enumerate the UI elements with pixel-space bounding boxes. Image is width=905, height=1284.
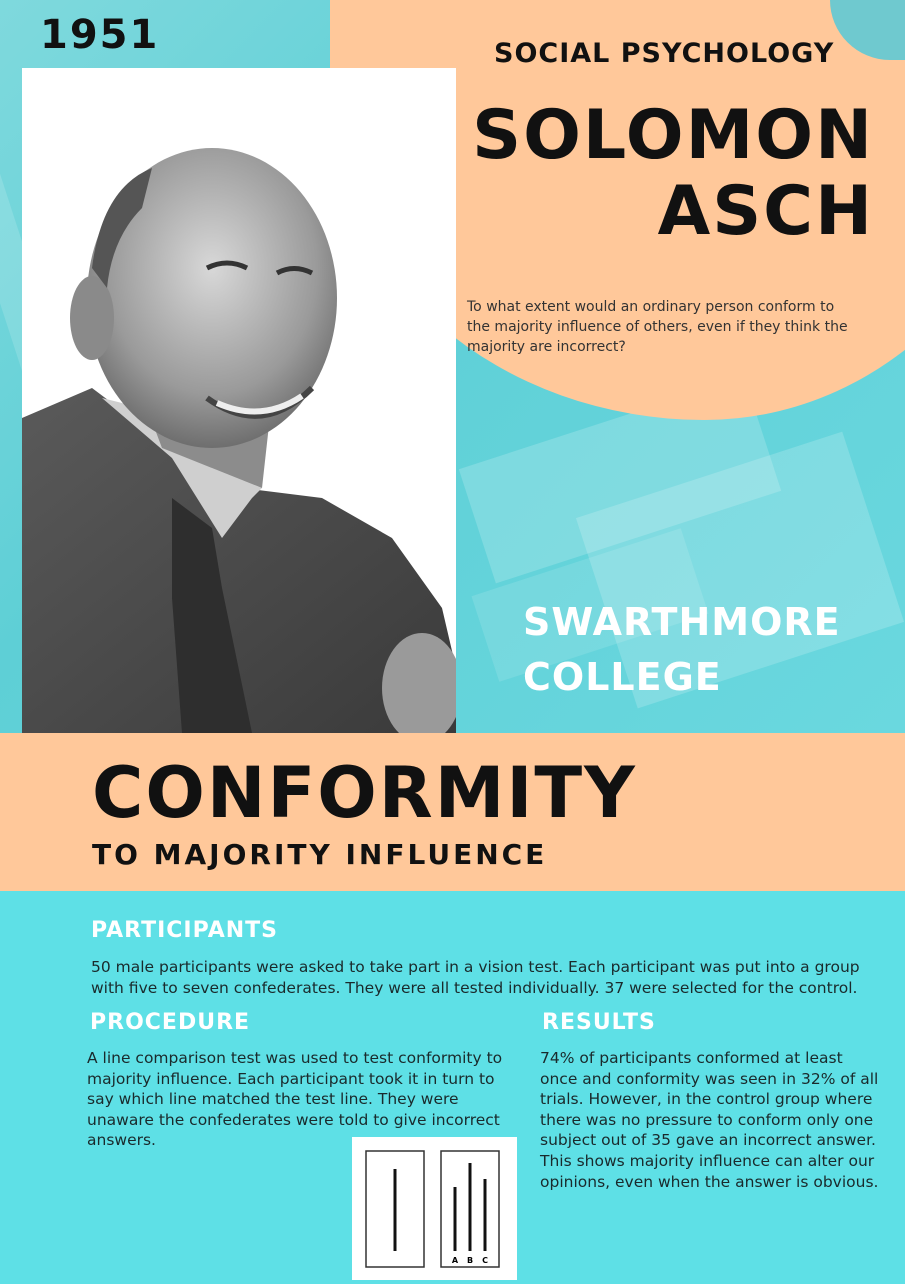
line-comparison-cards — [352, 1137, 517, 1280]
topic-subtitle: TO MAJORITY INFLUENCE — [92, 838, 548, 871]
portrait-illustration — [22, 68, 456, 733]
line-cards-diagram — [352, 1137, 517, 1280]
name-last: ASCH — [657, 172, 874, 251]
portrait-photo — [22, 68, 456, 733]
college-name-line2: COLLEGE — [523, 655, 722, 699]
year: 1951 — [40, 12, 160, 58]
procedure-text: A line comparison test was used to test conformity to majority influence. Each participant took it in turn to say which line matched the test line. They were unaware the confederates were told to give incorrect answers. — [87, 1049, 503, 1150]
participants-heading: PARTICIPANTS — [91, 918, 279, 943]
label-b: B — [466, 1256, 474, 1265]
topic-title: CONFORMITY — [92, 752, 637, 834]
results-heading: RESULTS — [542, 1010, 656, 1035]
label-c: C — [482, 1256, 488, 1265]
label-a: A — [451, 1256, 459, 1265]
results-text: 74% of participants conformed at least once and conformity was seen in 32% of all trials. However, in the control group where there was no pressure to conform only one subject out of 35 gave an incorrect answer. This shows majority influence can alter our opinions, even when the answer is obvious. — [540, 1049, 879, 1191]
college-name-line1: SWARTHMORE — [523, 600, 841, 644]
research-question: To what extent would an ordinary person conform to the majority influence of others, even if they think the majority are incorrect? — [467, 299, 848, 355]
subject-label: SOCIAL PSYCHOLOGY — [494, 38, 835, 69]
participants-text: 50 male participants were asked to take part in a vision test. Each participant was put into a group with five to seven confederates. They were all tested individually. 37 were selected for the control. — [91, 958, 860, 997]
name-first: SOLOMON — [472, 96, 874, 175]
procedure-heading: PROCEDURE — [90, 1010, 251, 1035]
